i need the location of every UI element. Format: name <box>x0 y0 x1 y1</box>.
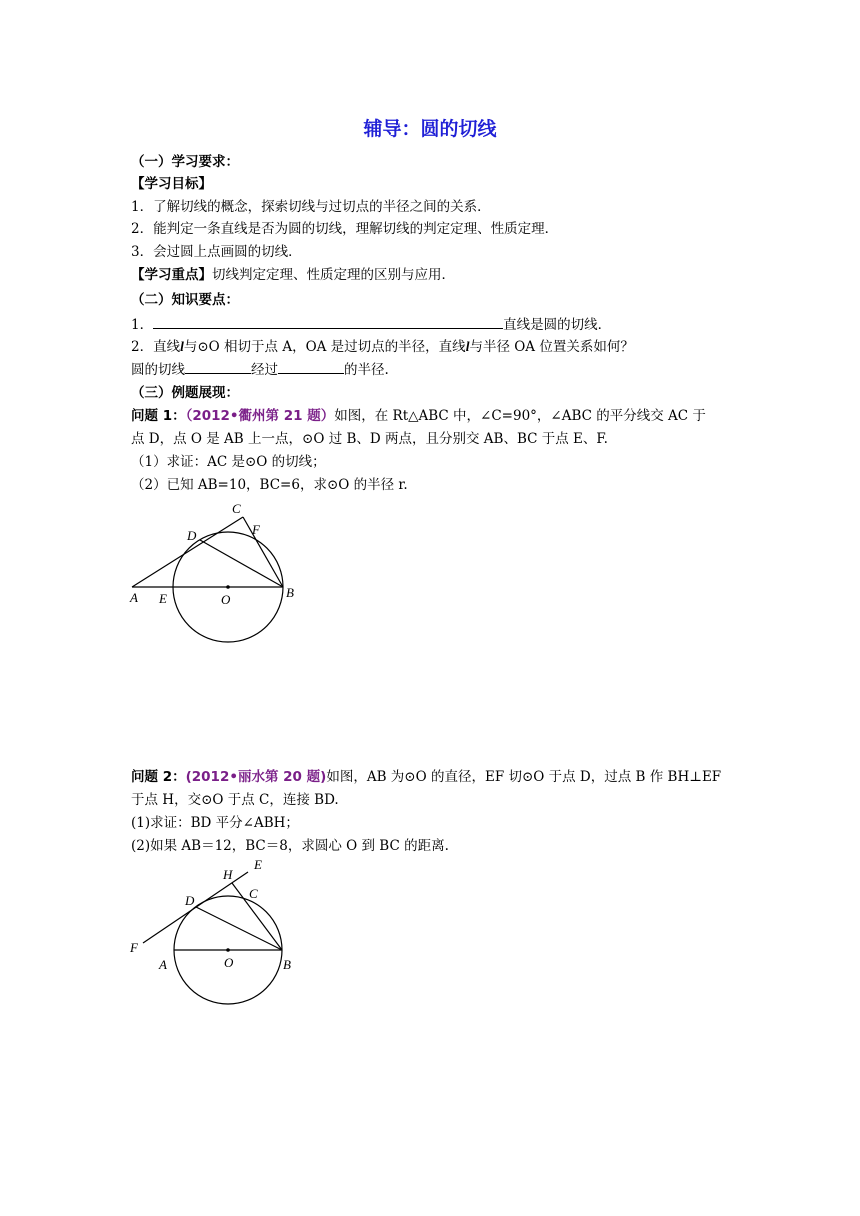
page-title: 辅导：圆的切线 <box>363 118 497 140</box>
item-text: 与⊙O 相切于点 A，OA 是过切点的半径，直线 <box>183 339 466 355</box>
item-text: 2．直线 <box>131 339 181 355</box>
item-text: 与半径 OA 位置关系如何？ <box>469 339 634 355</box>
q2-line2: 于点 H，交⊙O 于点 C，连接 BD. <box>131 792 339 808</box>
focus-text: 切线判定定理、性质定理的区别与应用． <box>212 267 455 283</box>
line-symbol: l <box>180 339 184 354</box>
tangent-ef <box>143 872 248 943</box>
item-text: 直线是圆的切线． <box>503 317 612 333</box>
q2-part2: (2)如果 AB＝12，BC＝8，求圆心 O 到 BC 的距离. <box>131 838 449 854</box>
knowledge-item-1 <box>131 314 611 335</box>
q1-part2: （2）已知 AB=10，BC=6，求⊙O 的半径 r. <box>131 477 408 493</box>
goal-item: 1．了解切线的概念，探索切线与过切点的半径之间的关系． <box>131 199 491 215</box>
q2-source: (2012•丽水第 20 题) <box>185 769 327 785</box>
fill-blank[interactable] <box>185 359 251 374</box>
label-c: C <box>232 501 241 516</box>
item-text: 经过 <box>251 362 278 378</box>
segment-db <box>196 907 282 950</box>
q2-text: 如图，AB 为⊙O 的直径，EF 切⊙O 于点 D，过点 B 作 BH⊥EF <box>326 769 722 785</box>
fill-blank[interactable] <box>278 359 344 374</box>
section-heading-requirements: （一）学习要求： <box>131 154 239 170</box>
item-text: 的半径. <box>344 362 389 378</box>
section-heading-knowledge: （二）知识要点： <box>131 292 239 308</box>
knowledge-item-3 <box>131 359 389 380</box>
label-d: D <box>187 528 197 543</box>
label-f: F <box>130 940 138 955</box>
item-number: 1． <box>131 317 154 333</box>
label-f: F <box>252 522 260 537</box>
q1-label: 问题 1： <box>131 408 186 424</box>
center-dot <box>226 585 230 589</box>
segment-db <box>200 540 283 587</box>
section-heading-examples: （三）例题展现： <box>131 385 239 401</box>
label-o: O <box>224 955 234 970</box>
label-a: A <box>130 590 138 605</box>
center-dot <box>226 948 230 952</box>
item-text: 圆的切线 <box>131 362 185 378</box>
q1-part1: （1）求证：AC 是⊙O 的切线； <box>131 454 326 470</box>
label-a: A <box>159 957 167 972</box>
q1-source: （2012•衢州第 21 题） <box>185 408 335 424</box>
figure-1-diagram <box>125 498 310 648</box>
label-e: E <box>254 857 262 872</box>
label-e: E <box>159 591 167 606</box>
goal-item: 2．能判定一条直线是否为圆的切线，理解切线的判定定理、性质定理． <box>131 221 559 237</box>
goals-heading: 【学习目标】 <box>131 176 212 192</box>
focus-line <box>131 265 455 285</box>
goal-item: 3．会过圆上点画圆的切线． <box>131 244 302 260</box>
segment-cb <box>243 517 283 587</box>
label-o: O <box>221 592 231 607</box>
label-h: H <box>223 867 233 882</box>
fill-blank[interactable] <box>153 314 503 329</box>
knowledge-item-2 <box>131 337 634 357</box>
q1-line2: 点 D，点 O 是 AB 上一点，⊙O 过 B、D 两点，且分别交 AB、BC 于点 E、F. <box>131 431 608 447</box>
label-d: D <box>185 893 195 908</box>
label-b: B <box>286 585 294 600</box>
label-b: B <box>283 957 291 972</box>
q2-label: 问题 2： <box>131 769 186 785</box>
q2-part1: (1)求证：BD 平分∠ABH； <box>131 815 299 831</box>
line-symbol: l <box>465 339 470 354</box>
q1-line1 <box>131 406 706 426</box>
focus-heading: 【学习重点】 <box>131 267 212 283</box>
label-c: C <box>249 886 258 901</box>
figure-2-diagram <box>125 855 310 1015</box>
q2-line1 <box>131 767 721 787</box>
q1-text: 如图，在 Rt△ABC 中，∠C=90°，∠ABC 的平分线交 AC 于 <box>334 408 706 424</box>
